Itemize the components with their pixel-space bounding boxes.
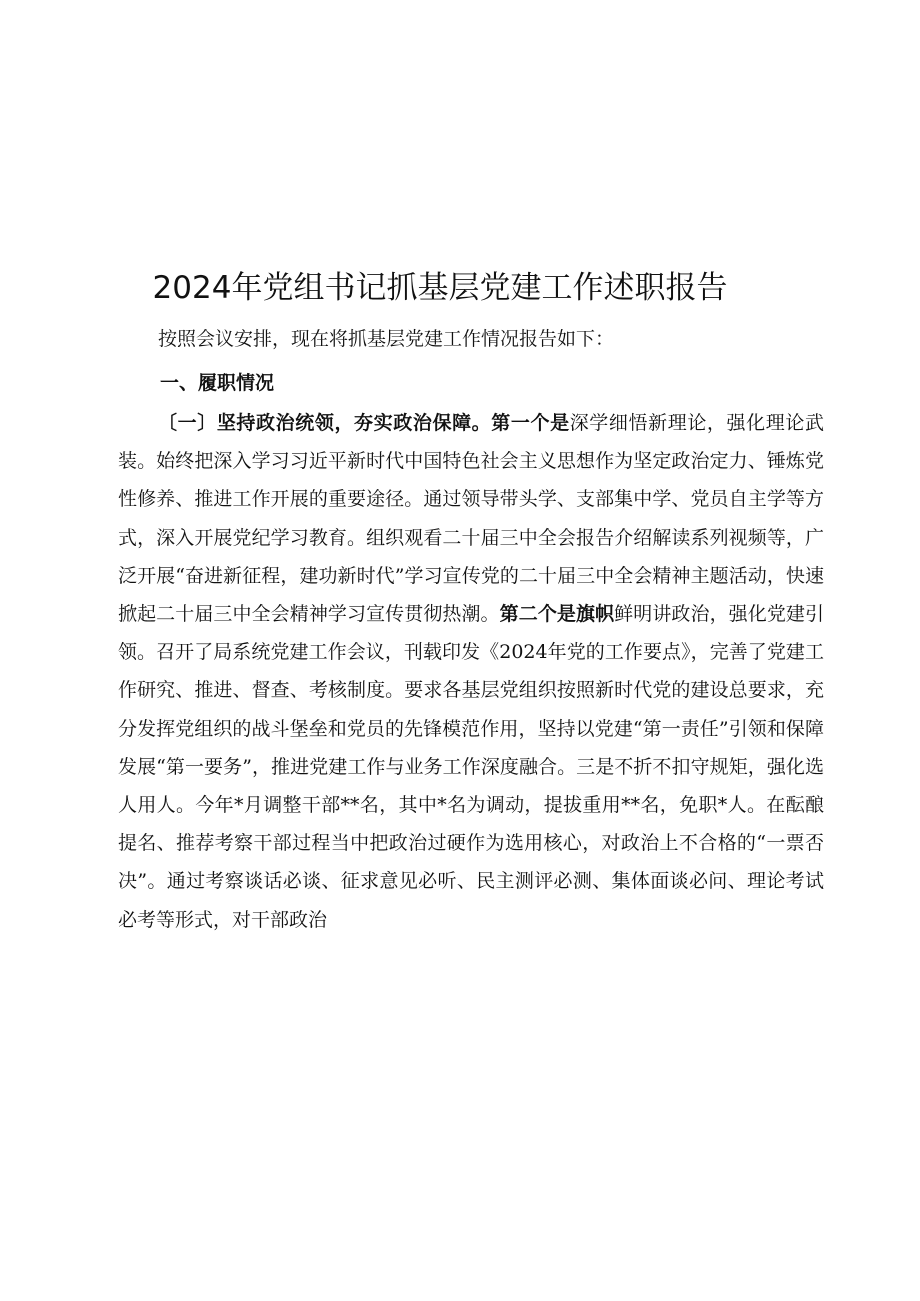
subheading: 〔一〕坚持政治统领，夯实政治保障。 xyxy=(158,412,492,434)
lead-phrase-1: 第一个是 xyxy=(491,412,570,434)
paragraph-text-1: 深学细悟新理论，强化理论武装。始终把深入学习习近平新时代中国特色社会主义思想作为坚定政治定力、锤炼党性修养、推进工作开展的重要途径。通过领导带头学、支部集中学、党员自主学等方式，深入开展党纪学习教育。组织观看二十届三中全会报告介绍解读系列视频等，广泛开展“奋进新征程，建功新时代”学习宣传党的二十届三中全会精神主题活动，快速掀起二十届三中全会精神学习宣传贯彻热潮。 xyxy=(118,412,824,626)
lead-phrase-2: 第二个是旗帜 xyxy=(499,603,615,626)
body-paragraph xyxy=(118,404,824,939)
document-title: 2024年党组书记抓基层党建工作述职报告 xyxy=(152,270,728,306)
intro-paragraph: 按照会议安排，现在将抓基层党建工作情况报告如下： xyxy=(158,328,615,350)
paragraph-text-2: 鲜明讲政治，强化党建引领。召开了局系统党建工作会议，刊载印发《2024年党的工作要点》，完善了党建工作研究、推进、督查、考核制度。要求各基层党组织按照新时代党的建设总要求，充分发挥党组织的战斗堡垒和党员的先锋模范作用，坚持以党建“第一责任”引领和保障发展“第一要务”，推进党建工作与业务工作深度融合。三是不折不扣守规矩，强化选人用人。今年*月调整干部**名，其中*名为调动，提拔重用**名，免职*人。在酝酿提名、推荐考察干部过程当中把政治过硬作为选用核心，对政治上不合格的“一票否决”。通过考察谈话必谈、征求意见必听、民主测评必测、集体面谈必问、理论考试必考等形式，对干部政治 xyxy=(118,603,824,931)
section-heading: 一、履职情况 xyxy=(160,372,275,394)
